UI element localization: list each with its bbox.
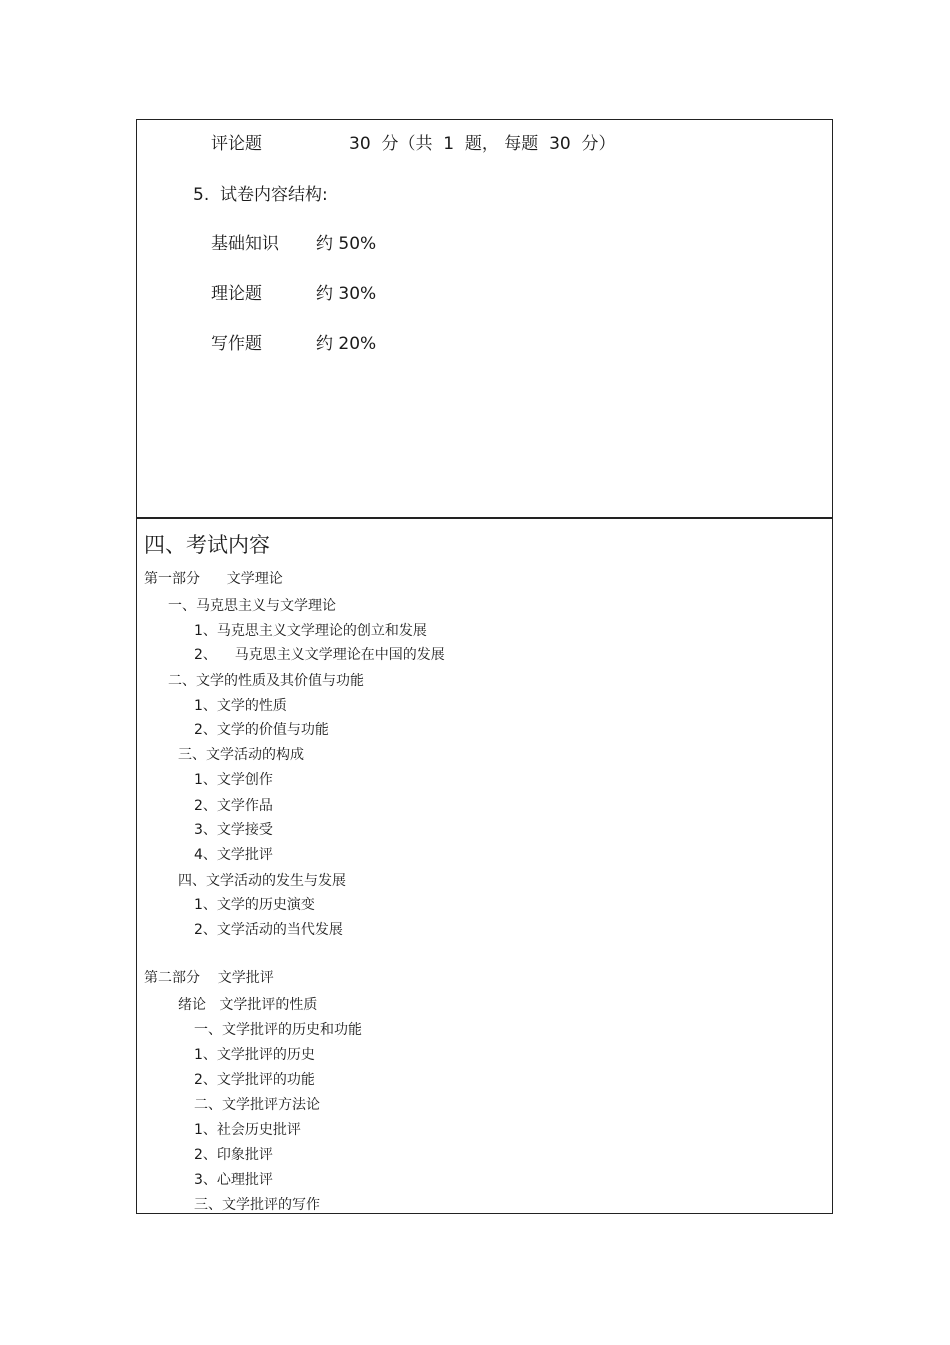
outline-item: 3、心理批评 <box>194 1172 273 1188</box>
outline-item: 1、文学的历史演变 <box>194 897 315 913</box>
outline-item: 4、文学批评 <box>194 847 273 863</box>
outline-item: 2、文学的价值与功能 <box>194 722 329 738</box>
exam-structure-cell <box>136 119 833 519</box>
part-heading: 第二部分 文学批评 <box>144 970 274 986</box>
outline-item: 1、文学的性质 <box>194 698 287 714</box>
outline-item: 3、文学接受 <box>194 822 273 838</box>
chapter-heading: 二、文学的性质及其价值与功能 <box>168 673 364 689</box>
chapter-heading: 三、文学批评的写作 <box>194 1197 320 1213</box>
structure-item-label: 写作题 <box>211 334 262 354</box>
structure-item-value: 约 50% <box>316 234 377 254</box>
outline-item: 2、 马克思主义文学理论在中国的发展 <box>194 647 445 663</box>
outline-item: 2、文学批评的功能 <box>194 1072 315 1088</box>
chapter-heading: 绪论 文学批评的性质 <box>178 997 318 1013</box>
outline-item: 1、文学批评的历史 <box>194 1047 315 1063</box>
structure-item-label: 理论题 <box>211 284 262 304</box>
outline-item: 2、文学活动的当代发展 <box>194 922 343 938</box>
section-title: 四、考试内容 <box>144 533 270 557</box>
chapter-heading: 三、文学活动的构成 <box>178 747 304 763</box>
chapter-heading: 一、文学批评的历史和功能 <box>194 1022 362 1038</box>
pinglun-detail: 30 分（共 1 题， 每题 30 分） <box>349 134 616 154</box>
structure-heading: 5. 试卷内容结构: <box>193 185 328 205</box>
exam-content-cell <box>136 517 833 1214</box>
structure-item-label: 基础知识 <box>211 234 279 254</box>
outline-item: 1、马克思主义文学理论的创立和发展 <box>194 623 427 639</box>
chapter-heading: 一、马克思主义与文学理论 <box>168 598 336 614</box>
outline-item: 1、文学创作 <box>194 772 273 788</box>
part-heading: 第一部分 文学理论 <box>144 571 283 587</box>
pinglun-label: 评论题 <box>211 134 262 154</box>
structure-item-value: 约 30% <box>316 284 377 304</box>
outline-item: 1、社会历史批评 <box>194 1122 301 1138</box>
outline-item: 2、文学作品 <box>194 798 273 814</box>
chapter-heading: 二、文学批评方法论 <box>194 1097 320 1113</box>
structure-item-value: 约 20% <box>316 334 377 354</box>
chapter-heading: 四、文学活动的发生与发展 <box>178 873 346 889</box>
outline-item: 2、印象批评 <box>194 1147 273 1163</box>
